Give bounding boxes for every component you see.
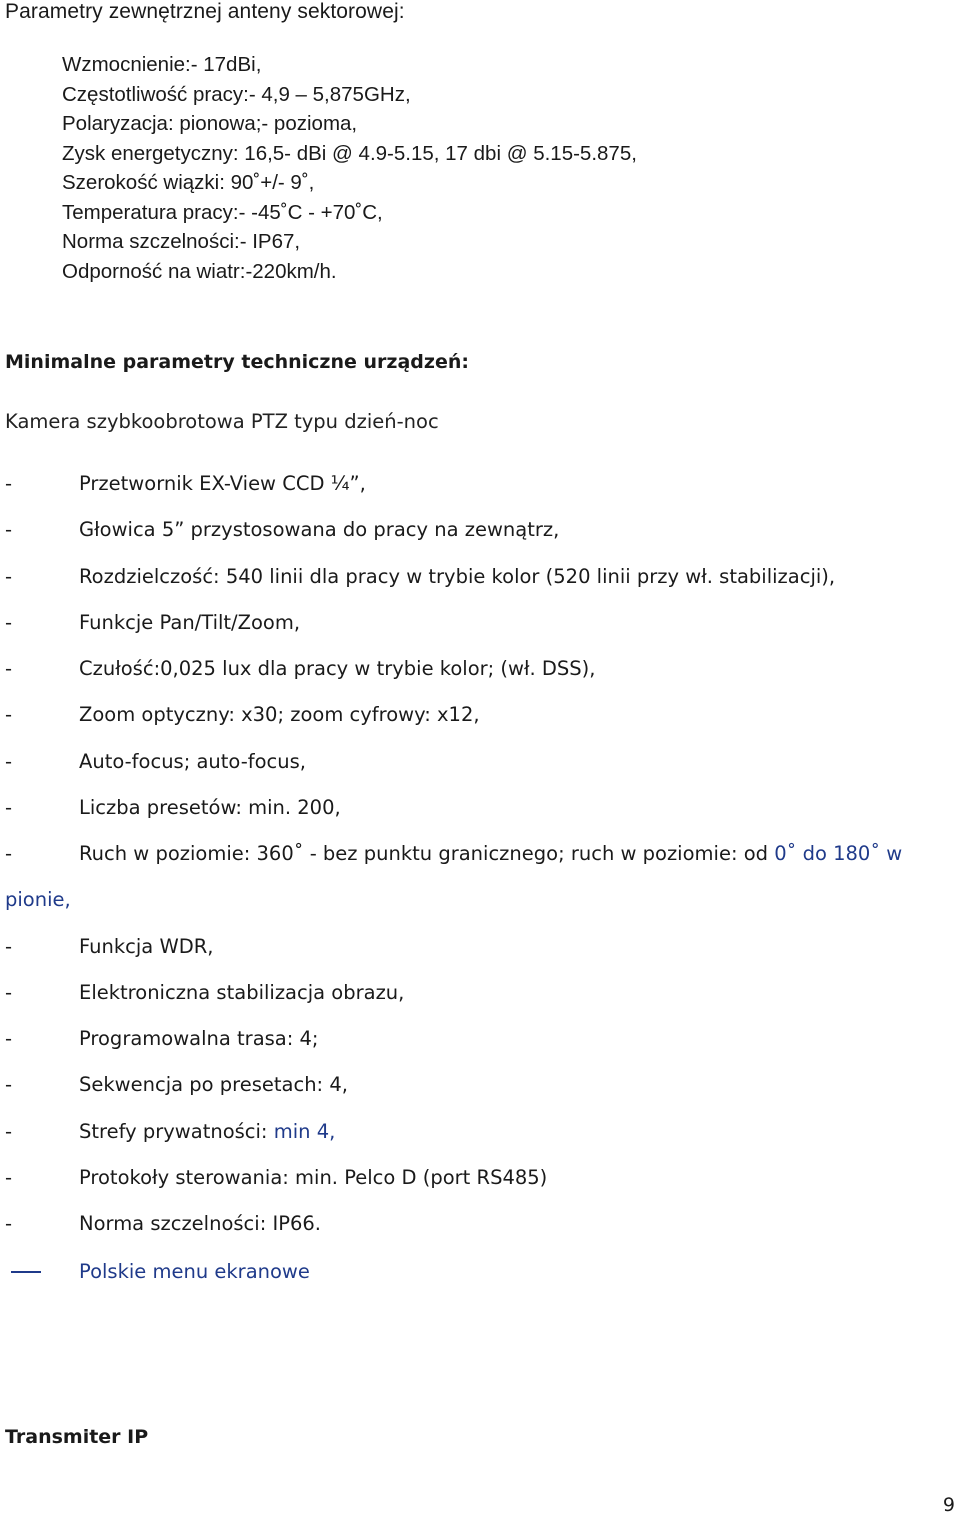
camera-param-route: Programowalna trasa: 4; bbox=[79, 1027, 319, 1050]
camera-param-resolution: Rozdzielczość: 540 linii dla pracy w trybie kolor (520 linii przy wł. stabilizacji), bbox=[79, 564, 836, 588]
list-item bbox=[0, 746, 960, 792]
camera-param-sequence: Sekwencja po presetach: 4, bbox=[79, 1073, 348, 1097]
antenna-param-frequency: Częstotliwość pracy:- 4,9 – 5,875GHz, bbox=[62, 82, 411, 106]
antenna-param-polarization: Polaryzacja: pionowa;- pozioma, bbox=[62, 112, 358, 135]
list-item bbox=[0, 1069, 960, 1115]
camera-param-ptz: Funkcje Pan/Tilt/Zoom, bbox=[79, 610, 301, 634]
list-item bbox=[0, 1162, 960, 1208]
camera-param-stabilization: Elektroniczna stabilizacja obrazu, bbox=[79, 980, 405, 1004]
list-dash: - bbox=[5, 980, 13, 1004]
camera-param-presets: Liczba presetów: min. 200, bbox=[79, 795, 341, 819]
camera-parameters-list bbox=[0, 468, 960, 1254]
list-item bbox=[0, 838, 960, 884]
privacy-min-count: min 4, bbox=[273, 1119, 336, 1143]
list-item bbox=[0, 607, 960, 653]
transmitter-heading: Transmiter IP bbox=[5, 1426, 149, 1448]
camera-param-head: Głowica 5” przystosowana do pracy na zewnątrz, bbox=[79, 518, 560, 542]
camera-heading: Kamera szybkoobrotowa PTZ typu dzień-noc bbox=[5, 410, 439, 433]
list-dash: - bbox=[5, 749, 13, 773]
list-dash: - bbox=[5, 657, 13, 680]
list-item bbox=[0, 1116, 960, 1162]
privacy-text: Strefy prywatności: bbox=[79, 1119, 274, 1143]
list-item bbox=[0, 1208, 960, 1254]
list-dash: - bbox=[5, 1073, 13, 1097]
list-dash: - bbox=[5, 472, 13, 495]
list-item bbox=[0, 653, 960, 699]
antenna-param-gain: Wzmocnienie:- 17dBi, bbox=[62, 53, 262, 76]
list-dash: - bbox=[5, 795, 13, 819]
rotation-text: Ruch w poziomie: 360˚ - bez punktu granicznego; ruch w poziomie: od bbox=[79, 842, 775, 865]
antenna-param-temperature: Temperatura pracy:- -45˚C - +70˚C, bbox=[62, 200, 383, 224]
rotation-continuation: pionie, bbox=[5, 888, 71, 912]
camera-param-protocols: Protokoły sterowania: min. Pelco D (port RS485) bbox=[79, 1165, 548, 1189]
list-item bbox=[0, 561, 960, 607]
list-item bbox=[0, 699, 960, 745]
list-dash: - bbox=[5, 1165, 13, 1189]
menu-item-dash bbox=[11, 1271, 41, 1273]
list-dash: - bbox=[5, 1027, 13, 1050]
list-item bbox=[0, 1023, 960, 1069]
list-item bbox=[0, 792, 960, 838]
antenna-param-beam-width: Szerokość wiązki: 90˚+/- 9˚, bbox=[62, 171, 315, 194]
page-number: 9 bbox=[942, 1494, 955, 1516]
camera-param-sensor: Przetwornik EX-View CCD ¼”, bbox=[79, 472, 366, 495]
list-item bbox=[0, 468, 960, 514]
antenna-section-title: Parametry zewnętrznej anteny sektorowej: bbox=[5, 0, 405, 23]
camera-param-rotation bbox=[79, 838, 902, 870]
list-item bbox=[0, 977, 960, 1023]
camera-param-osd-menu: Polskie menu ekranowe bbox=[79, 1260, 310, 1283]
list-item bbox=[0, 931, 960, 977]
camera-param-autofocus: Auto-focus; auto-focus, bbox=[79, 749, 306, 773]
list-dash: - bbox=[5, 934, 13, 958]
antenna-param-energy-gain: Zysk energetyczny: 16,5- dBi @ 4.9-5.15, 17 dbi @ 5.15-5.875, bbox=[62, 141, 637, 165]
camera-param-privacy bbox=[79, 1116, 335, 1148]
list-dash: - bbox=[5, 518, 13, 542]
antenna-param-wind-resistance: Odporność na wiatr:-220km/h. bbox=[62, 259, 337, 283]
antenna-param-sealing: Norma szczelności:- IP67, bbox=[62, 230, 301, 253]
devices-heading: Minimalne parametry techniczne urządzeń: bbox=[5, 351, 469, 373]
camera-param-zoom: Zoom optyczny: x30; zoom cyfrowy: x12, bbox=[79, 703, 480, 727]
rotation-tilt-range: 0˚ do 180˚ w bbox=[774, 842, 903, 865]
list-dash: - bbox=[5, 1212, 13, 1235]
list-dash: - bbox=[5, 703, 13, 727]
list-dash: - bbox=[5, 842, 13, 865]
list-dash: - bbox=[5, 610, 13, 634]
list-dash: - bbox=[5, 1119, 13, 1143]
antenna-parameters-list bbox=[62, 50, 637, 286]
list-item bbox=[0, 514, 960, 560]
camera-param-wdr: Funkcja WDR, bbox=[79, 934, 214, 958]
camera-param-sensitivity: Czułość:0,025 lux dla pracy w trybie kolor; (wł. DSS), bbox=[79, 657, 596, 680]
list-dash: - bbox=[5, 564, 13, 588]
list-item-continuation bbox=[0, 884, 960, 930]
camera-param-sealing: Norma szczelności: IP66. bbox=[79, 1212, 321, 1235]
